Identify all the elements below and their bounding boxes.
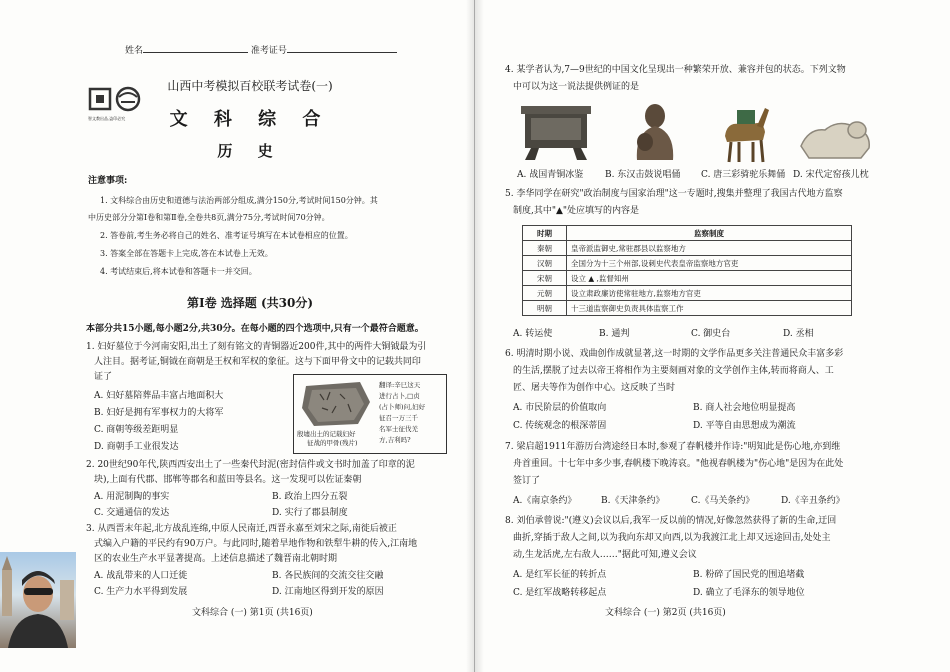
option-b[interactable]: B. 通判	[599, 329, 630, 339]
option-d[interactable]: D. 平等自由思想成为潮流	[693, 421, 796, 431]
question-6-line: 6. 明清时期小说、戏曲创作成就显著,这一时期的文学作品更多关注普通民众丰富多彩	[505, 349, 844, 359]
note-item: 1. 文科综合由历史和道德与法治两部分组成,满分150分,考试时间150分钟。其	[100, 196, 378, 205]
option-b[interactable]: B. 粉碎了国民党的围追堵截	[693, 570, 805, 580]
option-d[interactable]: D. 确立了毛泽东的领导地位	[693, 588, 805, 598]
question-1-line: 人注目。据考证,铜钺在商朝是王权和军权的象征。这与下面甲骨文中的记载共同印	[94, 357, 421, 367]
tang-camel-figurine-icon	[717, 96, 773, 164]
table-row	[523, 301, 852, 316]
name-label: 姓名	[125, 46, 144, 56]
note-item: 中历史部分分第Ⅰ卷和第Ⅱ卷,全卷共8页,满分75分,考试时间70分钟。	[88, 213, 330, 222]
question-7-line: 7. 梁启超1911年游历台湾途经日本时,参观了春帆楼并作诗:"明知此是伤心地,亦到维	[505, 442, 841, 452]
option-b[interactable]: B. 商人社会地位明显提高	[693, 403, 796, 413]
option-c[interactable]: C. 唐三彩骑驼乐舞俑	[701, 170, 786, 180]
note-item: 3. 答案全部在答题卡上完成,答在本试卷上无效。	[100, 249, 273, 258]
question-8-line: 8. 刘伯承曾说:"(遵义)会议以后,我军一反以前的情况,好像忽然获得了新的生命,迂回	[505, 516, 837, 526]
option-c[interactable]: C. 传统观念的根深蒂固	[513, 421, 607, 431]
table-cell: 皇帝派监御史,常驻郡县以监察地方	[567, 241, 852, 256]
table-cell: 十三道监察御史负责具体监察工作	[567, 301, 852, 316]
table-cell: 设立肃政廉访使常驻地方,监察地方官吏	[567, 286, 852, 301]
table-cell: 明朝	[523, 301, 567, 316]
question-6-line: 的生活,摆脱了过去以帝王将相作为主要刻画对象的文学创作主体,转而将商人、工	[513, 366, 834, 376]
avatar	[0, 552, 76, 648]
table-row	[523, 241, 852, 256]
exam-page-right	[475, 0, 950, 672]
question-8-line: 曲折,穿插于敌人之间,以为我向东却又向西,以为我渡江北上却又远途回击,处处主	[513, 533, 831, 543]
table-cell: 秦朝	[523, 241, 567, 256]
question-1-line: 证了	[94, 372, 113, 382]
option-c[interactable]: C. 生产力水平得到发展	[94, 587, 188, 597]
page-fold	[466, 0, 484, 672]
supervision-table	[522, 225, 852, 316]
option-a[interactable]: A.《南京条约》	[513, 496, 577, 506]
note-item: 2. 答卷前,考生务必将自己的姓名、准考证号填写在本试卷相应的位置。	[100, 231, 353, 240]
option-a[interactable]: A. 转运使	[513, 329, 553, 339]
option-c[interactable]: C. 交通通信的发达	[94, 508, 170, 518]
option-d[interactable]: D. 江南地区得到开发的原因	[272, 587, 384, 597]
option-b[interactable]: B. 政治上四分五裂	[272, 492, 348, 502]
question-7-line: 签订了	[513, 476, 541, 486]
table-cell: 全国分为十三个州部,设刺史代表皇帝监察地方官吏	[567, 256, 852, 271]
question-1-line: 1. 妇好墓位于今河南安阳,出土了刻有铭文的青铜器近200件,其中的两件大铜钺最为引	[86, 342, 427, 352]
question-6-line: 匠、屠夫等作为创作中心。这反映了当时	[513, 383, 676, 393]
logo-icon	[88, 86, 146, 112]
name-field	[125, 43, 397, 59]
notes-title: 注意事项:	[88, 176, 128, 186]
option-a[interactable]: A. 是红军长征的转折点	[513, 570, 607, 580]
oracle-bone-figure	[293, 374, 447, 454]
option-d[interactable]: D. 宋代定窑孩儿枕	[793, 170, 869, 180]
sub-subject-title: 历 史	[217, 142, 283, 160]
table-cell: 元朝	[523, 286, 567, 301]
option-a[interactable]: A. 市民阶层的价值取向	[513, 403, 607, 413]
exam-title: 山西中考模拟百校联考试卷(一)	[167, 79, 333, 93]
table-cell: 宋朝	[523, 271, 567, 286]
option-b[interactable]: B. 各民族间的交流交往交融	[272, 571, 384, 581]
option-a[interactable]: A. 战国青铜冰鉴	[517, 170, 584, 180]
note-item: 4. 考试结束后,将本试卷和答题卡一并交回。	[100, 267, 257, 276]
subject-title: 文 科 综 合	[169, 109, 331, 130]
page-footer: 文科综合 (一) 第1页 (共16页)	[192, 608, 313, 618]
question-2-line: 块),上面有代郡、邯郸等郡名和蓝田等县名。这一发现可以佐证秦朝	[94, 475, 362, 485]
option-c[interactable]: C. 是红军战略转移起点	[513, 588, 607, 598]
question-3-line: 式编入户籍的平民约有90万户。与此同时,随着旱地作物和铁犁牛耕的传入,江南地	[94, 539, 418, 549]
question-3-line: 3. 从西晋末年起,北方战乱连绵,中原人民南迁,西晋永嘉至刘宋之际,南徙后被正	[86, 524, 397, 534]
page-footer: 文科综合 (一) 第2页 (共16页)	[605, 608, 726, 618]
logo-caption: 智文教出品,盗印必究	[88, 116, 126, 121]
question-3-line: 区的农业生产水平显著提高。上述信息描述了魏晋南北朝时期	[94, 554, 338, 564]
option-c[interactable]: C. 御史台	[691, 329, 731, 339]
question-4-line: 中可以为这一说法提供例证的是	[513, 82, 640, 92]
option-a[interactable]: A. 用泥制陶的事实	[94, 492, 170, 502]
question-8-line: 动,生龙活虎,左右敌人……"据此可知,遵义会议	[513, 550, 697, 560]
table-header: 监察制度	[567, 226, 852, 241]
oracle-bone-icon	[300, 380, 374, 428]
table-row	[523, 256, 852, 271]
option-b[interactable]: B. 东汉击鼓说唱俑	[605, 170, 681, 180]
table-cell: 设立 ▲ ,监督知州	[567, 271, 852, 286]
table-cell: 汉朝	[523, 256, 567, 271]
table-row	[523, 271, 852, 286]
song-porcelain-pillow-icon	[795, 108, 875, 162]
person-photo-icon	[0, 552, 76, 648]
option-d[interactable]: D. 丞相	[783, 329, 814, 339]
clay-drummer-figurine-icon	[625, 98, 685, 164]
section-instruction: 本部分共15小题,每小题2分,共30分。在每小题的四个选项中,只有一个最符合题意。	[86, 324, 424, 334]
table-header: 时期	[523, 226, 567, 241]
table-row	[523, 286, 852, 301]
question-4-line: 4. 某学者认为,7—9世纪的中国文化呈现出一种繁荣开放、兼容并包的状态。下列文物	[505, 65, 846, 75]
exam-no-label: 准考证号	[250, 46, 287, 56]
option-b[interactable]: B. 妇好是拥有军事权力的大将军	[94, 408, 224, 418]
question-2-line: 2. 20世纪90年代,陕西西安出土了一些秦代封泥(密封信件或文书时加盖了印章的泥	[86, 460, 415, 470]
question-7-line: 舟首重回。十七年中多少事,春帆楼下晚涛哀。"他视春帆楼为"伤心地"是因为在此处	[513, 459, 844, 469]
option-d[interactable]: D. 商朝手工业很发达	[94, 442, 179, 452]
table-header-row	[523, 226, 852, 241]
option-a[interactable]: A. 战乱带来的人口迁徙	[94, 571, 188, 581]
publisher-logo	[88, 86, 146, 120]
figure-caption: 殷墟出土的记载妇好 征战的甲骨(残片)	[297, 430, 358, 447]
option-a[interactable]: A. 妇好墓陪葬品丰富占地面积大	[94, 391, 224, 401]
option-d[interactable]: D. 实行了郡县制度	[272, 508, 348, 518]
section-title: 第Ⅰ卷 选择题 (共30分)	[186, 296, 314, 310]
question-5-line: 制度,其中"▲"处应填写的内容是	[513, 206, 640, 216]
option-d[interactable]: D.《辛丑条约》	[781, 496, 845, 506]
option-c[interactable]: C.《马关条约》	[691, 496, 755, 506]
bronze-ice-chest-icon	[517, 100, 595, 164]
option-b[interactable]: B.《天津条约》	[601, 496, 665, 506]
translation-note: 翻译:辛巳这天 进行占卜,□贞 (占卜师)问,妇好 征召一万三千 名军士征伐羌 方,吉利吗?	[379, 381, 426, 444]
question-5-line: 5. 李华同学在研究"政治制度与国家治理"这一专题时,搜集并整理了我国古代地方监察	[505, 189, 843, 199]
option-c[interactable]: C. 商朝等级差距明显	[94, 425, 179, 435]
